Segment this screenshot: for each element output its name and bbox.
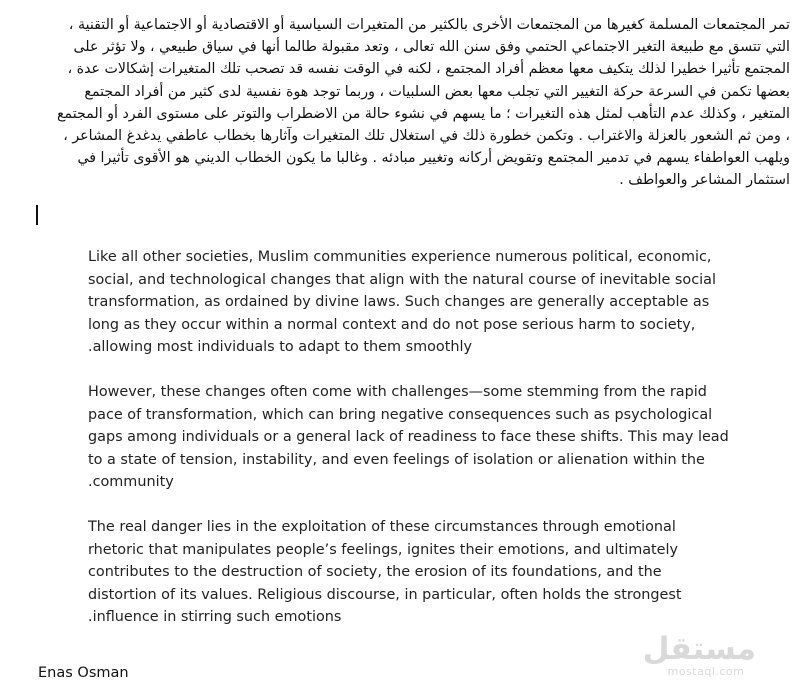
english-line: gaps among individuals or a general lack of readiness to face these shifts. This may lead — [88, 429, 729, 446]
arabic-line: ، ومن ثم الشعور بالعزلة والاغتراب . وتكمن خطورة ذلك في استغلال تلك المتغيرات وآثارها بخطاب عاطفي يدغدغ المشاعر ، — [63, 127, 790, 144]
english-line: The real danger lies in the exploitation of these circumstances through emotional — [88, 518, 676, 535]
english-line: distortion of its values. Religious discourse, in particular, often holds the strongest — [88, 586, 682, 603]
arabic-line: المجتمع تأثيرا خطيرا لذلك يتكيف معها معظم أفراد المجتمع ، لكنه في الوقت نفسه قد تصحب تلك المتغيرات إشكالات عدة ، — [67, 61, 790, 78]
watermark-logo: مستقل — [642, 631, 756, 667]
english-line: However, these changes often come with challenges—some stemming from the rapid — [88, 383, 707, 400]
arabic-paragraph — [20, 14, 790, 192]
english-paragraph-3 — [88, 516, 768, 629]
arabic-line: بعضها تكمن في السرعة حركة التغيير التي تجلب معها بعض السلبيات ، وربما توجد هوة نفسية لدى كثير من أفراد المجتمع — [84, 83, 790, 100]
english-line: .allowing most individuals to adapt to them smoothly — [88, 339, 473, 356]
english-paragraph-2 — [88, 381, 768, 494]
english-line: pace of transformation, which can bring negative consequences such as psychological — [88, 406, 713, 423]
english-line: social, and technological changes that align with the natural course of inevitable social — [88, 271, 716, 288]
english-line: rhetoric that manipulates people’s feelings, ignites their emotions, and ultimately — [88, 541, 679, 558]
english-line: contributes to the destruction of society, the erosion of its foundations, and the — [88, 564, 662, 581]
english-line: transformation, as ordained by divine laws. Such changes are generally acceptable as — [88, 294, 710, 311]
arabic-line: المتغير ، وكذلك عدم التأهب لمثل هذه التغيرات ؛ ما يسهم في نشوء حالة من الاضطراب والتوتر على مستوى الفرد أو المجتمع — [56, 105, 790, 122]
mostaql-watermark — [642, 631, 756, 678]
english-paragraph-1 — [88, 246, 768, 359]
english-line: .community — [88, 474, 174, 491]
english-line: Like all other societies, Muslim communities experience numerous political, economic, — [88, 249, 712, 265]
arabic-line: ويلهب العواطفاء يسهم في تدمير المجتمع وتقويض أركانه وتغيير مبادئه . وغالبا ما يكون الخطاب الديني هو الأقوى تأثيرا في — [77, 150, 790, 167]
arabic-line: تمر المجتمعات المسلمة كغيرها من المجتمعات الأخرى بالكثير من المتغيرات السياسية أو الاقتصادية أو الاجتماعية أو التقنية ، — [68, 17, 790, 33]
english-translation — [88, 246, 768, 651]
english-line: to a state of tension, instability, and even feelings of isolation or alienation within the — [88, 451, 705, 468]
english-line: .influence in stirring such emotions — [88, 609, 342, 626]
author-name: Enas Osman — [38, 665, 129, 681]
watermark-site: mostaql.com — [667, 665, 745, 678]
arabic-line: استثمار المشاعر والعواطف . — [619, 172, 790, 189]
arabic-line: التي تتسق مع طبيعة التغير الاجتماعي الحتمي وفق سنن الله تعالى ، وتعد مقبولة طالما أنها في سياق طبيعي ، ولا تؤثر على — [73, 39, 790, 56]
english-line: long as they occur within a normal context and do not pose serious harm to society, — [88, 316, 696, 333]
text-cursor — [36, 205, 38, 225]
